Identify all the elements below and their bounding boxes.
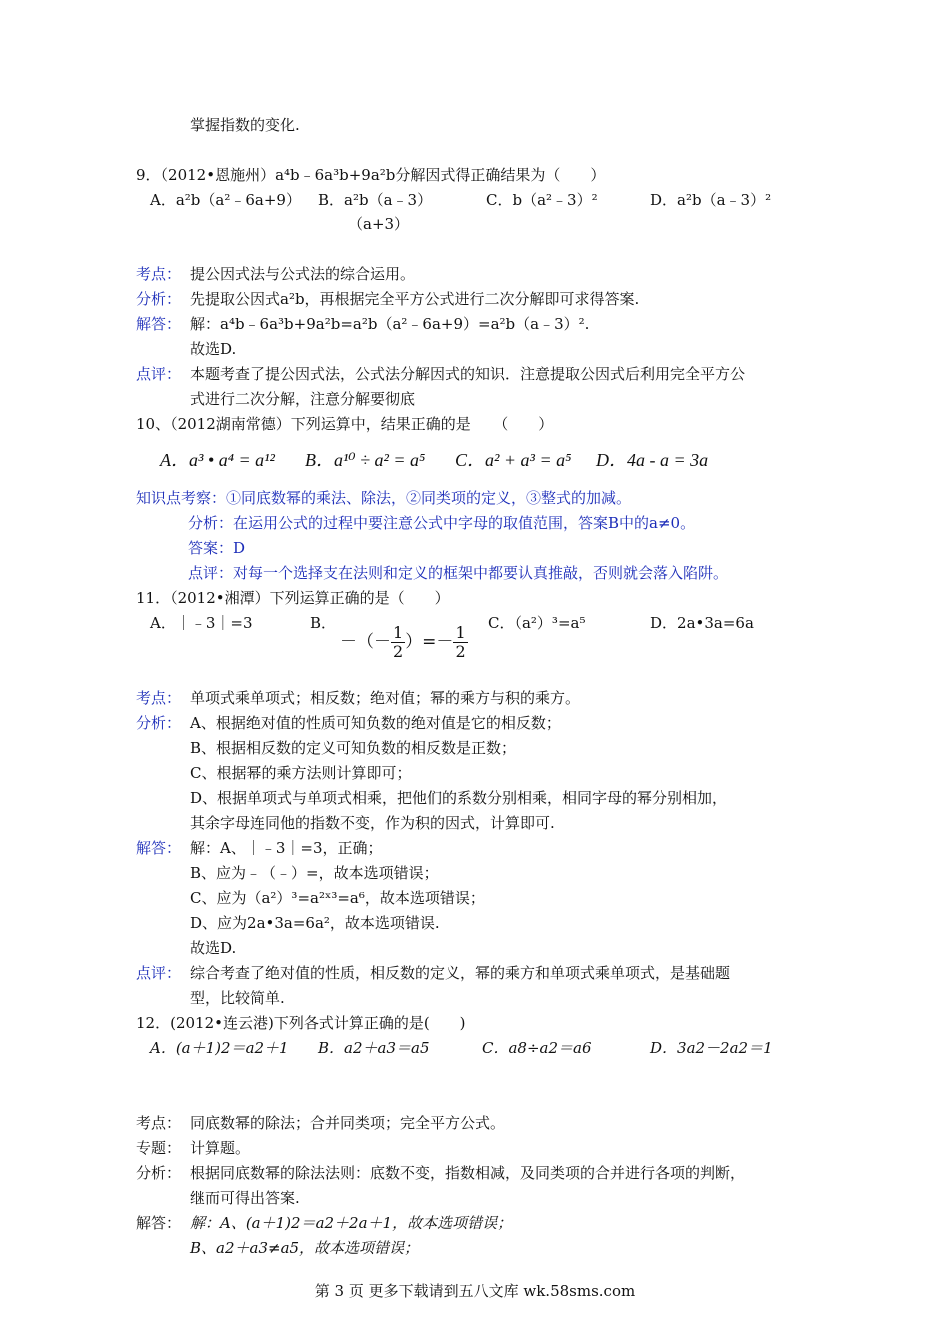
question-12: 12．(2012•连云港)下列各式计算正确的是( ) (136, 1014, 466, 1032)
q9-option-b-cont: （a+3） (348, 215, 410, 233)
jieda-text: 故选D. (190, 340, 237, 358)
q11-option-b-formula (340, 622, 468, 662)
question-11: 11．（2012•湘潭）下列运算正确的是（ ） (136, 589, 450, 607)
kaodian-text: 提公因式法与公式法的综合运用。 (190, 265, 416, 283)
fraction-denominator: 2 (393, 642, 404, 661)
fraction-numerator: 1 (393, 623, 404, 642)
kaodian-label: 考点： (136, 265, 182, 283)
q10-option-a: A．a³ • a⁴ = a¹² (160, 450, 275, 470)
q11-option-c: C．（a²）³=a⁵ (488, 614, 586, 632)
q11-option-b: B． (310, 614, 337, 632)
q12-option-a: A．(a＋1)2＝a2＋1 (150, 1039, 289, 1057)
jieda-text: D、应为2a•3a=6a²，故本选项错误. (190, 914, 440, 932)
q12-option-b: B．a2＋a3＝a5 (318, 1039, 430, 1057)
q11-option-d: D．2a•3a=6a (650, 614, 754, 632)
fenxi-text: 其余字母连同他的指数不变，作为积的因式，计算即可. (190, 814, 555, 832)
q11-option-a: A．｜﹣3｜=3 (150, 614, 253, 632)
dianping-label: 点评： (136, 964, 182, 982)
page-footer: 第 3 页 更多下载请到五八文库 wk.58sms.com (314, 1282, 636, 1300)
q12-option-c: C．a8÷a2＝a6 (482, 1039, 592, 1057)
kaodian-text: 单项式乘单项式；相反数；绝对值；幂的乘方与积的乘方。 (190, 689, 581, 707)
formula-part: －（－ (340, 632, 391, 652)
dianping-text: 综合考查了绝对值的性质，相反数的定义，幂的乘方和单项式乘单项式，是基础题 (190, 964, 731, 982)
fraction-denominator: 2 (455, 642, 466, 661)
q9-option-a: A．a²b（a²﹣6a+9） (150, 191, 301, 209)
dianping-text: 型，比较简单. (190, 989, 285, 1007)
fenxi-text: B、根据相反数的定义可知负数的相反数是正数； (190, 739, 517, 757)
question-9: 9．（2012•恩施州）a⁴b﹣6a³b+9a²b分解因式得正确结果为（ ） (136, 166, 606, 184)
answer-text: 答案：D (188, 539, 246, 557)
jieda-label: 解答： (136, 839, 182, 857)
q10-option-d: D．4a - a = 3a (596, 450, 709, 470)
jieda-text: 故选D. (190, 939, 237, 957)
q9-option-b: B．a²b（a﹣3） (318, 191, 433, 209)
fenxi-text: 分析：在运用公式的过程中要注意公式中字母的取值范围，答案B中的a≠0。 (188, 514, 696, 532)
q9-option-c: C．b（a²﹣3）² (486, 191, 598, 209)
jieda-label: 解答： (136, 315, 182, 333)
question-10: 10、（2012湖南常德）下列运算中，结果正确的是 （ ） (136, 415, 554, 433)
zhuanti-label: 专题： (136, 1139, 182, 1157)
fenxi-label: 分析： (136, 1164, 182, 1182)
fenxi-text: 根据同底数幂的除法法则：底数不变，指数相减，及同类项的合并进行各项的判断， (190, 1164, 746, 1182)
dianping-text: 本题考查了提公因式法，公式法分解因式的知识．注意提取公因式后利用完全平方公 (190, 365, 746, 383)
q10-option-b: B．a¹⁰ ÷ a² = a⁵ (305, 450, 426, 470)
fenxi-text: 继而可得出答案. (190, 1189, 300, 1207)
dianping-text: 点评：对每一个选择支在法则和定义的框架中都要认真推敲，否则就会落入陷阱。 (188, 564, 729, 582)
kaodian-text: 同底数幂的除法；合并同类项；完全平方公式。 (190, 1114, 506, 1132)
zhuanti-text: 计算题。 (190, 1139, 251, 1157)
jieda-text: C、应为（a²）³=a²ˣ³=a⁶，故本选项错误； (190, 889, 485, 907)
fraction (453, 624, 467, 661)
jieda-text: 解：A、(a＋1)2＝a2＋2a＋1，故本选项错误； (190, 1214, 513, 1232)
fenxi-text: D、根据单项式与单项式相乘，把他们的系数分别相乘，相同字母的幂分别相加， (190, 789, 728, 807)
fenxi-label: 分析： (136, 290, 182, 308)
dianping-label: 点评： (136, 365, 182, 383)
dianping-text: 式进行二次分解，注意分解要彻底 (190, 390, 416, 408)
jieda-label: 解答： (136, 1214, 182, 1232)
fenxi-text: A、根据绝对值的性质可知负数的绝对值是它的相反数； (190, 714, 561, 732)
q9-option-d: D．a²b（a﹣3）² (650, 191, 772, 209)
jieda-text: 解：a⁴b﹣6a³b+9a²b=a²b（a²﹣6a+9）=a²b（a﹣3）². (190, 315, 590, 333)
knowledge-point: 知识点考察：①同底数幂的乘法、除法，②同类项的定义，③整式的加减。 (136, 489, 632, 507)
fenxi-label: 分析： (136, 714, 182, 732)
jieda-text: 解：A、｜﹣3｜=3，正确； (190, 839, 383, 857)
fenxi-text: 先提取公因式a²b，再根据完全平方公式进行二次分解即可求得答案. (190, 290, 640, 308)
text-line: 掌握指数的变化. (190, 116, 300, 134)
jieda-text: B、a2＋a3≠a5，故本选项错误； (190, 1239, 420, 1257)
jieda-text: B、应为﹣（﹣）=，故本选项错误； (190, 864, 439, 882)
fenxi-text: C、根据幂的乘方法则计算即可； (190, 764, 412, 782)
q12-option-d: D．3a2－2a2＝1 (650, 1039, 773, 1057)
formula-part: ）=－ (405, 632, 454, 652)
fraction-numerator: 1 (455, 623, 466, 642)
fraction (391, 624, 405, 661)
kaodian-label: 考点： (136, 1114, 182, 1132)
q10-option-c: C．a² + a³ = a⁵ (455, 450, 572, 470)
kaodian-label: 考点： (136, 689, 182, 707)
